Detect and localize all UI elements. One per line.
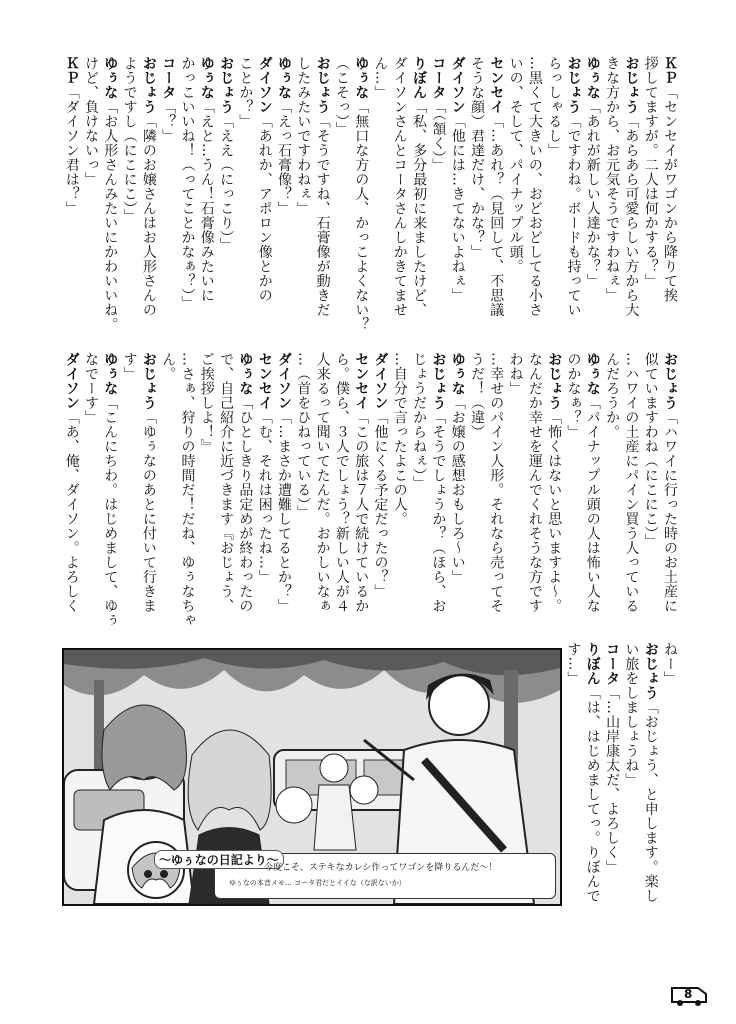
- text-column: [83, 352, 99, 634]
- diary-caption-title: ～ゆぅなの日記より～: [154, 850, 284, 869]
- dialogue-text: ん…」: [372, 56, 389, 100]
- dialogue-text: 「ひとしきり品定めが終わったの: [237, 395, 254, 613]
- text-column: [295, 56, 311, 346]
- dialogue-text: 人来るって聞いてたんだ。おかしいなぁ: [314, 352, 331, 613]
- dialogue-text: 「こんにちわ。はじめまして、ゆぅ: [102, 395, 119, 628]
- dialogue-text: じょうだからねぇ）」: [411, 352, 428, 490]
- text-column: [585, 56, 601, 346]
- dialogue-text: 「お人形さんみたいにかわいいね。: [102, 99, 119, 332]
- text-column: [315, 352, 331, 634]
- speaker-name: ダイソン: [276, 352, 292, 410]
- dialogue-text: 「隣のお嬢さんはお人形さんの: [140, 114, 157, 317]
- text-column: [392, 352, 408, 634]
- text-column: [623, 642, 639, 932]
- dialogue-text: 「ですわね。ボードも持ってい: [565, 114, 582, 317]
- text-column: [353, 352, 369, 634]
- text-column: [643, 56, 659, 346]
- dialogue-text: 「あれか、アポロン像とかの: [256, 114, 273, 303]
- text-column: [623, 352, 639, 634]
- dialogue-text: 「えと…うん！石膏像みたいに: [198, 99, 215, 303]
- dialogue-text: 「ダイソン君は？」: [63, 85, 80, 216]
- text-column: [141, 56, 157, 346]
- text-column: [218, 352, 234, 634]
- dialogue-text: したみたいですわねぇ」: [295, 56, 312, 216]
- text-column: [469, 56, 485, 346]
- text-column: [199, 56, 215, 346]
- dialogue-text: （こそっ）」: [333, 56, 350, 136]
- dialogue-text: ようですし（にこにこ）」: [121, 56, 138, 223]
- dialogue-text: 拶してますが。二人は何かする？」: [642, 56, 659, 288]
- text-column: [430, 352, 446, 634]
- dialogue-text: …ハワイの土産にパイン買う人っている: [623, 352, 640, 613]
- dialogue-text: …幸せのパイン人形。それなら売ってそ: [488, 352, 505, 613]
- text-column: [102, 56, 118, 346]
- dialogue-text: いの、そして、パイナップル頭。: [507, 56, 524, 274]
- dialogue-text: 「センセイがワゴンから降りて挨: [662, 85, 678, 303]
- speaker-name: おじょう: [140, 56, 157, 114]
- dialogue-text: んだろうか。: [604, 352, 621, 439]
- text-column: [334, 352, 350, 634]
- speaker-name: コータ: [160, 56, 177, 100]
- dialogue-text: 「ゆぅなのあとに付いて行きま: [140, 410, 157, 613]
- text-column: [585, 642, 601, 932]
- text-column: [180, 56, 196, 346]
- page-number: 8: [684, 987, 693, 1001]
- chibi-avatar: [126, 840, 186, 900]
- speaker-name: おじょう: [546, 352, 563, 410]
- speaker-name: ダイソン: [63, 352, 80, 410]
- speaker-name: おじょう: [218, 56, 235, 114]
- speaker-name: ダイソン: [372, 352, 389, 410]
- speaker-name: ゆぅな: [449, 352, 466, 396]
- speaker-name: ゆぅな: [584, 352, 601, 396]
- speaker-name: ゆぅな: [198, 56, 215, 100]
- dialogue-text: 「あれが新しい人達かな？」: [584, 99, 601, 288]
- speaker-name: ＫＰ: [662, 56, 678, 85]
- text-column: [276, 56, 292, 346]
- text-column: [488, 352, 504, 634]
- dialogue-text: …黒くて大きいの、おどおどしてる小さ: [526, 56, 543, 317]
- speaker-name: おじょう: [662, 352, 678, 410]
- text-column: [64, 352, 80, 634]
- dialogue-text: ら。僕ら、３人でしょう？新しい人が４: [333, 352, 350, 613]
- dialogue-text: きな方から、お元気そうですわねぇ」: [604, 56, 621, 303]
- text-column: [662, 642, 678, 932]
- text-column: [488, 56, 504, 346]
- text-column: [353, 56, 369, 346]
- dialogue-text: 「他には…きてないよねぇ」: [449, 114, 466, 303]
- text-column: [585, 352, 601, 634]
- speaker-name: おじょう: [140, 352, 157, 410]
- text-column: [604, 56, 620, 346]
- text-column: [662, 56, 678, 346]
- dialogue-text: うだ！（違）: [469, 352, 485, 439]
- speaker-name: ダイソン: [449, 56, 466, 114]
- speaker-name: ゆぅな: [276, 56, 292, 100]
- text-column: [508, 352, 524, 634]
- dialogue-text: …（首をひねっている）」: [295, 352, 312, 519]
- text-column: [604, 352, 620, 634]
- text-column: [566, 56, 582, 346]
- dialogue-text: 「この旅は７人で続けているか: [353, 410, 370, 613]
- dialogue-text: ねー」: [662, 642, 678, 686]
- dialogue-text: なんだか幸せを運んでくれそうな方です: [526, 352, 543, 613]
- text-column: [546, 56, 562, 346]
- speaker-name: センセイ: [353, 352, 370, 410]
- speaker-name: おじょう: [565, 56, 582, 114]
- dialogue-text: けど、負けないっ」: [83, 56, 99, 187]
- text-column: [373, 352, 389, 634]
- text-column: [237, 56, 253, 346]
- speaker-name: ゆぅな: [102, 56, 119, 100]
- dialogue-text: 「ええ（にっこり）」: [218, 114, 235, 252]
- dialogue-text: ん。: [160, 352, 177, 381]
- dialogue-text: 「ハワイに行った時のお土産に: [662, 410, 678, 613]
- dialogue-text: ことか？」: [237, 56, 254, 129]
- text-column: [662, 352, 678, 634]
- dialogue-text: い旅をしましょうね」: [623, 642, 640, 787]
- text-column: [83, 56, 99, 346]
- text-column: [218, 56, 234, 346]
- speaker-name: おじょう: [430, 352, 447, 410]
- text-column: [527, 352, 543, 634]
- speaker-name: センセイ: [488, 56, 505, 114]
- text-column: [392, 56, 408, 346]
- text-column: [295, 352, 311, 634]
- dialogue-text: 「？」: [160, 99, 177, 143]
- text-column: [623, 56, 639, 346]
- dialogue-text: 「そうでしょうか？（ほら、お: [430, 410, 447, 613]
- dialogue-text: 「お嬢の感想おもしろ～い」: [449, 395, 466, 584]
- text-column: [122, 352, 138, 634]
- speaker-name: ゆぅな: [353, 56, 370, 100]
- dialogue-text: ご挨拶しよ！』: [198, 352, 215, 454]
- speaker-name: コータ: [430, 56, 447, 100]
- text-column: [276, 352, 292, 634]
- text-column: [450, 352, 466, 634]
- dialogue-text: わね」: [507, 352, 524, 396]
- text-column: [160, 56, 176, 346]
- dialogue-text: 似ていますわね（にこにこ）」: [642, 352, 659, 548]
- diary-caption-line2: ゆぅなの本音メモ… コータ君だとイイな（な訳ないか）: [229, 879, 406, 887]
- dialogue-text: 「は、はじめましてっ。りぼんで: [584, 685, 601, 903]
- speaker-name: おじょう: [623, 56, 640, 114]
- text-column: [566, 352, 582, 634]
- text-column: [411, 352, 427, 634]
- text-column: [450, 56, 466, 346]
- speaker-name: ゆぅな: [237, 352, 254, 396]
- speaker-name: りぼん: [584, 642, 601, 686]
- dialogue-text: らっしゃるし」: [546, 56, 563, 158]
- speaker-name: おじょう: [642, 642, 659, 700]
- dialogue-text: 「…あれ？（見回して、不思議: [488, 114, 505, 317]
- text-column: [527, 56, 543, 346]
- page-number-badge: [670, 984, 708, 1006]
- dialogue-text: ダイソンさんとコータさんしかきてませ: [391, 56, 408, 317]
- dialogue-text: す」: [121, 352, 138, 381]
- text-column: [643, 352, 659, 634]
- text-column: [373, 56, 389, 346]
- speaker-name: ゆぅな: [102, 352, 119, 396]
- dialogue-text: 「（頷く）」: [430, 99, 447, 173]
- dialogue-text: す…」: [565, 642, 582, 686]
- text-column: [411, 56, 427, 346]
- dialogue-text: 「…まさか遭難してるとか？」: [276, 410, 292, 613]
- text-column: [64, 56, 80, 346]
- text-column: [180, 352, 196, 634]
- speaker-name: センセイ: [256, 352, 273, 410]
- speaker-name: ゆぅな: [584, 56, 601, 100]
- text-column: [257, 352, 273, 634]
- text-column: [237, 352, 253, 634]
- text-column: [160, 352, 176, 634]
- text-column: [469, 352, 485, 634]
- manga-illustration: [62, 648, 562, 906]
- text-column: [430, 56, 446, 346]
- dialogue-text: 「他にくる予定だったの？」: [372, 410, 389, 599]
- speaker-name: りぼん: [411, 56, 428, 100]
- speaker-name: ＫＰ: [63, 56, 80, 85]
- dialogue-text: …さぁ、狩りの時間だ！だね、ゆぅなちゃ: [179, 352, 196, 628]
- dialogue-text: そうな顔）君達だけ、かな？」: [469, 56, 485, 259]
- dialogue-text: 「あらあら可愛らしい方から大: [623, 114, 640, 317]
- speaker-name: ダイソン: [256, 56, 273, 114]
- text-column: [141, 352, 157, 634]
- dialogue-text: 「パイナップル頭の人は怖い人な: [584, 395, 601, 613]
- text-column: [604, 642, 620, 932]
- speaker-name: おじょう: [314, 56, 331, 114]
- dialogue-text: 「…山岸康太だ、よろしく」: [604, 685, 621, 874]
- dialogue-text: で、自己紹介に近づきます『おじょう、: [218, 352, 235, 613]
- text-column: [122, 56, 138, 346]
- dialogue-text: なでーす」: [83, 352, 99, 425]
- dialogue-text: 「怖くはないと思いますよ～。: [546, 410, 563, 613]
- text-column: [546, 352, 562, 634]
- text-column: [102, 352, 118, 634]
- dialogue-text: 「む、それは困ったね…」: [256, 410, 273, 584]
- speaker-name: コータ: [604, 642, 621, 686]
- dialogue-text: かっこいいね！（ってことかなぁ？）」: [179, 56, 196, 310]
- dialogue-text: 「おじょう、と申します。楽し: [642, 700, 659, 903]
- dialogue-text: 「私、多分最初に来ましたけど、: [411, 99, 428, 317]
- dialogue-text: 「えっ石膏像？」: [276, 99, 292, 216]
- text-column: [257, 56, 273, 346]
- text-column: [508, 56, 524, 346]
- dialogue-text: 「あ、俺、ダイソン。よろしく: [63, 410, 80, 613]
- dialogue-text: のかなぁ？」: [565, 352, 582, 439]
- text-column: [334, 56, 350, 346]
- text-column: [199, 352, 215, 634]
- diary-caption-line1: 今度こそ、ステキなカレシ作ってワゴンを降りるんだ～！: [264, 863, 498, 873]
- dialogue-text: 「無口な方の人、かっこよくない？: [353, 99, 370, 332]
- text-column: [315, 56, 331, 346]
- text-column: [566, 642, 582, 932]
- dialogue-text: 「そうですね、石膏像が動きだ: [314, 114, 331, 317]
- text-column: [643, 642, 659, 932]
- dialogue-text: …自分で言ったよこの人。: [391, 352, 408, 526]
